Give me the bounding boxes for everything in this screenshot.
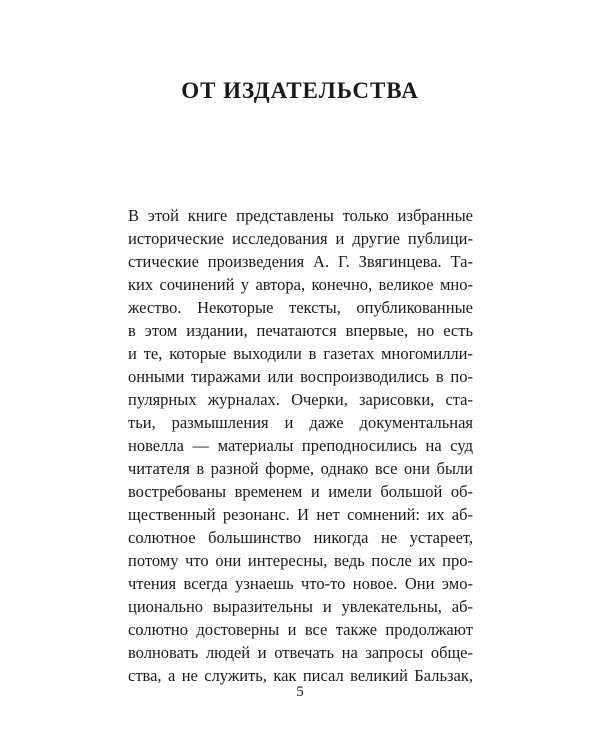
text-line: в этом издании, печатаются впервые, но есть [128,321,473,340]
text-line: онными тиражами или воспроизводились в по- [128,367,473,386]
page-number: 5 [296,684,304,700]
text-line: читателя в разной форме, однако все они были [128,459,473,478]
body-paragraph [128,204,473,687]
text-line: ких сочинений у автора, конечно, великое мно- [128,275,473,294]
text-line: солютное большинство никогда не устареет, [128,528,473,547]
text-line: и те, которые выходили в газетах многомилли- [128,344,473,363]
text-line: новелла — материалы преподносились на суд [128,436,473,455]
text-line: востребованы временем и имели большой об- [128,482,473,501]
text-line: потому что они интересны, ведь после их про- [128,551,473,570]
text-line: стические произведения А. Г. Звягинцева. Та- [128,252,473,271]
text-line: щественный резонанс. И нет сомнений: их аб- [128,505,473,524]
text-line: пулярных журналах. Очерки, зарисовки, ста- [128,390,473,409]
text-line: ства, а не служить, как писал великий Бальзак, [128,666,473,685]
text-line: ционально выразительны и увлекательны, аб- [128,597,473,616]
text-line: тьи, размышления и даже документальная [128,413,473,432]
page-title: ОТ ИЗДАТЕЛЬСТВА [181,78,419,103]
text-line: исторические исследования и другие публици- [128,229,473,248]
text-line: В этой книге представлены только избранные [128,206,473,225]
text-line: солютно достоверны и все также продолжают [128,620,473,639]
text-line: волновать людей и отвечать на запросы обще- [128,643,473,662]
text-line: жество. Некоторые тексты, опубликованные [128,298,473,317]
text-line: чтения всегда узнаешь что-то новое. Они эмо- [128,574,473,593]
